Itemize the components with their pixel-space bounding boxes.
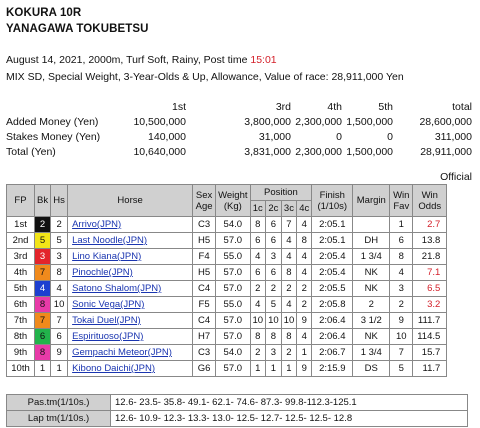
bracket-number: 3 [35, 249, 51, 265]
weight: 57.0 [216, 361, 250, 377]
post-time: 15:01 [250, 54, 277, 66]
table-row [7, 329, 447, 345]
win-favorite: 10 [390, 329, 413, 345]
col-hs: Hs [51, 185, 68, 217]
weight: 57.0 [216, 265, 250, 281]
position-3c: 8 [281, 265, 297, 281]
money-header-1st: 1st [171, 101, 186, 113]
col-pos-3c: 3c [281, 201, 297, 217]
horse-cell [68, 217, 193, 233]
prize-money-label: Added Money (Yen) [6, 116, 99, 128]
position-1c: 2 [250, 345, 266, 361]
position-3c: 7 [281, 217, 297, 233]
finish-position: 10th [7, 361, 35, 377]
position-1c: 1 [250, 361, 266, 377]
lap-time-values: 12.6- 10.9- 12.3- 13.3- 13.0- 12.5- 12.7- 12.5- 12.5- 12.8 [111, 411, 468, 427]
sex-age: C4 [193, 313, 216, 329]
position-4c: 4 [297, 265, 312, 281]
prize-money-fourth: 2,300,000 [295, 116, 342, 128]
weight: 55.0 [216, 297, 250, 313]
position-1c: 6 [250, 233, 266, 249]
finish-time: 2:06.4 [312, 313, 353, 329]
weight: 57.0 [216, 233, 250, 249]
prize-money-header [6, 101, 476, 116]
win-favorite: 7 [390, 345, 413, 361]
horse-cell [68, 233, 193, 249]
finish-position: 3rd [7, 249, 35, 265]
position-2c: 2 [266, 281, 282, 297]
win-odds: 114.5 [413, 329, 447, 345]
horse-number: 5 [51, 233, 68, 249]
bracket-number: 6 [35, 329, 51, 345]
win-odds: 2.7 [413, 217, 447, 233]
position-2c: 8 [266, 329, 282, 345]
bracket-number: 8 [35, 297, 51, 313]
prize-money-first: 10,500,000 [133, 116, 186, 128]
margin: 1 3/4 [353, 249, 390, 265]
prize-money-fifth: 1,500,000 [346, 116, 393, 128]
win-odds: 111.7 [413, 313, 447, 329]
table-row [7, 361, 447, 377]
win-odds: 7.1 [413, 265, 447, 281]
bracket-number: 4 [35, 281, 51, 297]
win-favorite: 8 [390, 249, 413, 265]
horse-name-link[interactable]: Gempachi Meteor(JPN) [72, 347, 172, 358]
money-header-5th: 5th [378, 101, 393, 113]
table-row [7, 313, 447, 329]
bracket-number: 5 [35, 233, 51, 249]
col-bk: Bk [35, 185, 51, 217]
finish-time: 2:05.8 [312, 297, 353, 313]
position-1c: 6 [250, 265, 266, 281]
position-4c: 4 [297, 217, 312, 233]
prize-money-row [6, 116, 476, 131]
official-label: Official [440, 171, 472, 183]
race-info-text: August 14, 2021, 2000m, Turf Soft, Rainy, Post time [6, 54, 251, 66]
col-win-odds: Win Odds [413, 185, 447, 217]
margin: NK [353, 281, 390, 297]
position-4c: 9 [297, 313, 312, 329]
position-1c: 4 [250, 297, 266, 313]
prize-money-fifth: 0 [387, 131, 393, 143]
finish-time: 2:05.5 [312, 281, 353, 297]
win-odds: 13.8 [413, 233, 447, 249]
table-row [7, 249, 447, 265]
table-row [7, 265, 447, 281]
weight: 55.0 [216, 249, 250, 265]
race-title: KOKURA 10R [6, 7, 82, 19]
horse-cell [68, 345, 193, 361]
position-4c: 4 [297, 249, 312, 265]
finish-position: 6th [7, 297, 35, 313]
horse-name-link[interactable]: Last Noodle(JPN) [72, 235, 148, 246]
sex-age: F5 [193, 297, 216, 313]
position-3c: 1 [281, 361, 297, 377]
finish-position: 7th [7, 313, 35, 329]
sex-age: C4 [193, 281, 216, 297]
prize-money-label: Stakes Money (Yen) [6, 131, 101, 143]
margin: DS [353, 361, 390, 377]
money-header-total: total [452, 101, 472, 113]
weight: 57.0 [216, 281, 250, 297]
table-row [7, 233, 447, 249]
position-1c: 8 [250, 329, 266, 345]
horse-number: 10 [51, 297, 68, 313]
prize-money-fourth: 0 [336, 131, 342, 143]
weight: 54.0 [216, 217, 250, 233]
horse-name-link[interactable]: Espirituoso(JPN) [72, 331, 144, 342]
prize-money-rows [6, 116, 476, 161]
bracket-number: 8 [35, 345, 51, 361]
finish-time: 2:05.1 [312, 233, 353, 249]
position-2c: 6 [266, 217, 282, 233]
passing-time-row [7, 395, 468, 411]
horse-name-link[interactable]: Satono Shalom(JPN) [72, 283, 162, 294]
race-info-line-2: MIX SD, Special Weight, 3-Year-Olds & Up, Allowance, Value of race: 28,911,000 Yen [6, 71, 404, 83]
col-win-fav: Win Fav [390, 185, 413, 217]
money-header-3rd: 3rd [275, 101, 291, 113]
win-favorite: 1 [390, 217, 413, 233]
lap-time-row [7, 411, 468, 427]
win-odds: 6.5 [413, 281, 447, 297]
position-2c: 5 [266, 297, 282, 313]
position-4c: 1 [297, 345, 312, 361]
horse-number: 2 [51, 217, 68, 233]
sex-age: C3 [193, 217, 216, 233]
finish-position: 4th [7, 265, 35, 281]
sex-age: H5 [193, 265, 216, 281]
position-1c: 8 [250, 217, 266, 233]
win-favorite: 5 [390, 361, 413, 377]
horse-name-link[interactable]: Kibono Daichi(JPN) [72, 363, 155, 374]
win-odds: 3.2 [413, 297, 447, 313]
prize-money-label: Total (Yen) [6, 146, 56, 158]
finish-time: 2:05.4 [312, 265, 353, 281]
margin: 3 1/2 [353, 313, 390, 329]
horse-number: 3 [51, 249, 68, 265]
finish-position: 9th [7, 345, 35, 361]
horse-name-link[interactable]: Pinochle(JPN) [72, 267, 133, 278]
col-pos-1c: 1c [250, 201, 266, 217]
horse-number: 4 [51, 281, 68, 297]
table-row [7, 297, 447, 313]
horse-number: 8 [51, 265, 68, 281]
margin: DH [353, 233, 390, 249]
prize-money-third: 31,000 [258, 131, 291, 143]
results-header-row [7, 185, 447, 201]
prize-money-section [6, 101, 476, 161]
position-4c: 2 [297, 297, 312, 313]
finish-time: 2:15.9 [312, 361, 353, 377]
results-body [7, 217, 447, 377]
sex-age: H7 [193, 329, 216, 345]
weight: 57.0 [216, 329, 250, 345]
position-3c: 2 [281, 345, 297, 361]
horse-cell [68, 265, 193, 281]
finish-position: 1st [7, 217, 35, 233]
position-2c: 6 [266, 233, 282, 249]
position-1c: 2 [250, 281, 266, 297]
race-info-line-1 [6, 54, 277, 66]
position-4c: 4 [297, 329, 312, 345]
sex-age: H5 [193, 233, 216, 249]
position-1c: 4 [250, 249, 266, 265]
position-2c: 3 [266, 345, 282, 361]
position-2c: 10 [266, 313, 282, 329]
win-favorite: 2 [390, 297, 413, 313]
col-margin: Margin [353, 185, 390, 217]
position-4c: 2 [297, 281, 312, 297]
prize-money-total: 28,600,000 [419, 116, 472, 128]
money-header-4th: 4th [327, 101, 342, 113]
position-4c: 9 [297, 361, 312, 377]
prize-money-row [6, 146, 476, 161]
prize-money-first: 10,640,000 [133, 146, 186, 158]
table-row [7, 281, 447, 297]
race-name: YANAGAWA TOKUBETSU [6, 23, 149, 35]
horse-number: 9 [51, 345, 68, 361]
results-table [6, 184, 447, 377]
sex-age: F4 [193, 249, 216, 265]
position-3c: 4 [281, 249, 297, 265]
margin [353, 217, 390, 233]
position-3c: 10 [281, 313, 297, 329]
win-odds: 21.8 [413, 249, 447, 265]
horse-cell [68, 297, 193, 313]
margin: NK [353, 329, 390, 345]
horse-cell [68, 313, 193, 329]
prize-money-first: 140,000 [148, 131, 186, 143]
finish-time: 2:06.4 [312, 329, 353, 345]
horse-cell [68, 281, 193, 297]
table-row [7, 345, 447, 361]
col-position: Position [250, 185, 312, 201]
weight: 54.0 [216, 345, 250, 361]
horse-name-link[interactable]: Sonic Vega(JPN) [72, 299, 145, 310]
prize-money-row [6, 131, 476, 146]
position-4c: 8 [297, 233, 312, 249]
horse-name-link[interactable]: Arrivo(JPN) [72, 219, 122, 230]
prize-money-total: 28,911,000 [420, 146, 472, 158]
bracket-number: 2 [35, 217, 51, 233]
col-pos-4c: 4c [297, 201, 312, 217]
horse-cell [68, 329, 193, 345]
finish-position: 2nd [7, 233, 35, 249]
table-row [7, 217, 447, 233]
passing-time-values: 12.6- 23.5- 35.8- 49.1- 62.1- 74.6- 87.3- 99.8-112.3-125.1 [111, 395, 468, 411]
position-1c: 10 [250, 313, 266, 329]
prize-money-fourth: 2,300,000 [295, 146, 342, 158]
margin: 1 3/4 [353, 345, 390, 361]
margin: NK [353, 265, 390, 281]
prize-money-third: 3,831,000 [244, 146, 291, 158]
finish-position: 5th [7, 281, 35, 297]
horse-number: 7 [51, 313, 68, 329]
win-favorite: 4 [390, 265, 413, 281]
col-pos-2c: 2c [266, 201, 282, 217]
finish-time: 2:06.7 [312, 345, 353, 361]
horse-name-link[interactable]: Tokai Duel(JPN) [72, 315, 141, 326]
weight: 57.0 [216, 313, 250, 329]
position-2c: 1 [266, 361, 282, 377]
sex-age: G6 [193, 361, 216, 377]
finish-time: 2:05.1 [312, 217, 353, 233]
prize-money-third: 3,800,000 [244, 116, 291, 128]
horse-number: 1 [51, 361, 68, 377]
passing-time-label: Pas.tm(1/10s.) [7, 395, 111, 411]
win-favorite: 3 [390, 281, 413, 297]
col-weight: Weight (Kg) [216, 185, 250, 217]
finish-time: 2:05.4 [312, 249, 353, 265]
win-odds: 15.7 [413, 345, 447, 361]
win-favorite: 6 [390, 233, 413, 249]
horse-cell [68, 361, 193, 377]
position-3c: 4 [281, 297, 297, 313]
position-3c: 2 [281, 281, 297, 297]
horse-name-link[interactable]: Lino Kiana(JPN) [72, 251, 142, 262]
margin: 2 [353, 297, 390, 313]
lap-times-table [6, 394, 468, 427]
bracket-number: 7 [35, 265, 51, 281]
bracket-number: 7 [35, 313, 51, 329]
sex-age: C3 [193, 345, 216, 361]
col-finish: Finish (1/10s) [312, 185, 353, 217]
position-2c: 3 [266, 249, 282, 265]
position-2c: 6 [266, 265, 282, 281]
col-fp: FP [7, 185, 35, 217]
position-3c: 4 [281, 233, 297, 249]
position-3c: 8 [281, 329, 297, 345]
col-sex-age: Sex Age [193, 185, 216, 217]
win-favorite: 9 [390, 313, 413, 329]
horse-number: 6 [51, 329, 68, 345]
win-odds: 11.7 [413, 361, 447, 377]
prize-money-fifth: 1,500,000 [346, 146, 393, 158]
finish-position: 8th [7, 329, 35, 345]
col-horse: Horse [68, 185, 193, 217]
bracket-number: 1 [35, 361, 51, 377]
horse-cell [68, 249, 193, 265]
lap-time-label: Lap tm(1/10s.) [7, 411, 111, 427]
prize-money-total: 311,000 [434, 131, 472, 143]
